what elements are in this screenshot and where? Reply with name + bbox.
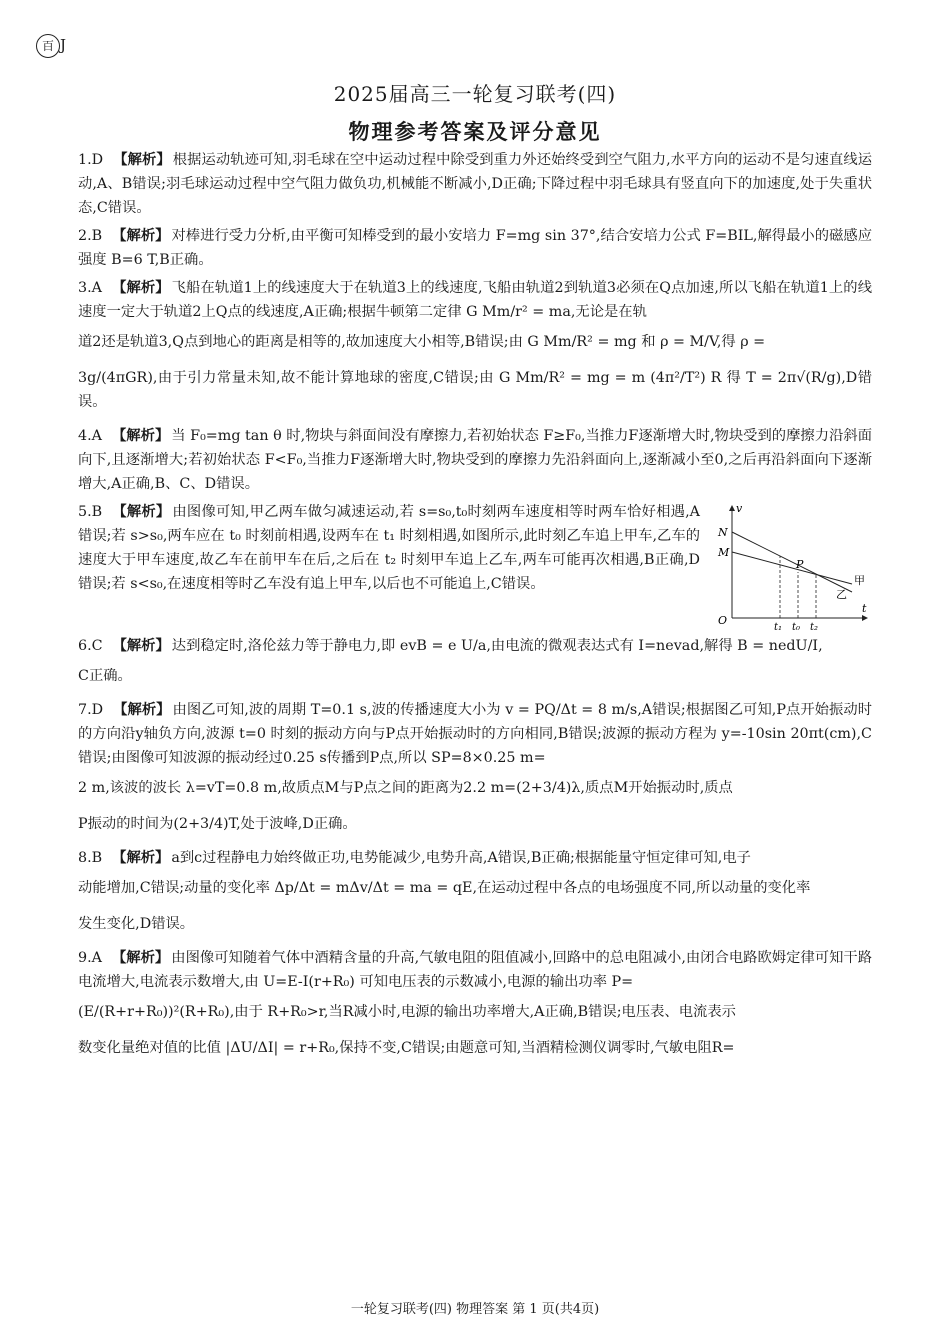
answer-formula-line: 动能增加,C错误;动量的变化率 Δp/Δt = mΔv/Δt = ma = qE,在运动过程中各点的电场强度不同,所以动量的变化率: [78, 880, 811, 896]
answer-text: a到c过程静电力始终做正功,电势能减少,电势升高,A错误,B正确;根据能量守恒定律可知,电子: [171, 850, 751, 866]
answer-3: [78, 276, 872, 420]
label-m: M: [718, 546, 730, 559]
page-subtitle: 物理参考答案及评分意见: [348, 120, 602, 144]
analysis-tag: 【解析】: [111, 280, 170, 296]
analysis-tag: 【解析】: [112, 850, 170, 866]
answer-6: [78, 634, 872, 694]
label-v: v: [736, 502, 743, 515]
answer-4: [78, 424, 872, 496]
answer-text: 由图像可知随着气体中酒精含量的升高,气敏电阻的阻值减小,回路中的总电阻减小,由闭合电路欧姆定律可知干路电流增大,电流表示数增大,由 U=E-I(r+R₀) 可知电压表的示数减小,电源的输出功率 P=: [78, 950, 872, 990]
answer-text: 由图像可知,甲乙两车做匀减速运动,若 s=s₀,t₀时刻两车速度相等时两车恰好相遇,A错误;若 s>s₀,两车应在 t₀ 时刻前相遇,设两车在 t₁ 时刻相遇,如图所示,此时刻乙车追上甲车,乙车的速度大于甲车速度,故乙车在前甲车在后,之后在 t₂ 时刻甲车追上乙车,两车可能再次相遇,B正确,D错误;若 s<s₀,在速度相等时乙车没有追上甲车,以后也不可能追上,C错误。: [78, 504, 701, 592]
label-o: O: [718, 614, 728, 627]
line-yi: [732, 532, 852, 592]
label-t: t: [862, 602, 867, 615]
answer-7: [78, 698, 872, 842]
answer-text: 对棒进行受力分析,由平衡可知棒受到的最小安培力 F=mg sin 37°,结合安培力公式 F=BIL,解得最小的磁感应强度 B=6 T,B正确。: [78, 228, 873, 268]
label-yi: 乙: [836, 588, 847, 601]
analysis-tag: 【解析】: [112, 504, 171, 520]
publisher-logo: 百: [36, 34, 60, 58]
answer-formula-line: 发生变化,D错误。: [78, 916, 195, 932]
answer-formula-line: (E/(R+r+R₀))²(R+R₀),由于 R+R₀>r,当R减小时,电源的输出功率增大,A正确,B错误;电压表、电流表示: [78, 1004, 736, 1020]
answer-1: [78, 148, 872, 220]
answer-number: 7.D: [78, 702, 104, 718]
label-t0: t₀: [792, 622, 801, 630]
answer-content: [78, 148, 872, 1070]
answer-number: 9.A: [78, 950, 102, 966]
answer-formula-line: 数变化量绝对值的比值 |ΔU/ΔI| = r+R₀,保持不变,C错误;由题意可知,当酒精检测仪调零时,气敏电阻R=: [78, 1040, 735, 1056]
answer-formula-line: 3g/(4πGR),由于引力常量未知,故不能计算地球的密度,C错误;由 G Mm/R² = mg = m (4π²/T²) R 得 T = 2π√(R/g),D错误。: [78, 370, 872, 410]
answer-5-text: [78, 500, 700, 596]
answer-5: [78, 500, 872, 630]
answer-text: 由图乙可知,波的周期 T=0.1 s,波的传播速度大小为 v = PQ/Δt = 8 m/s,A错误;根据图乙可知,P点开始振动时的方向沿y轴负方向,波源 t=0 时刻的振动方向与P点开始振动时的方向相同,B错误;波源的振动方程为 y=-10sin 20πt(cm),C错误;由图像可知波源的振动经过0.25 s传播到P点,所以 SP=8×0.25 m=: [78, 702, 873, 766]
label-t1: t₁: [774, 622, 783, 630]
line-jia: [732, 552, 852, 584]
analysis-tag: 【解析】: [111, 428, 170, 444]
vt-graph: [712, 500, 872, 630]
analysis-tag: 【解析】: [112, 228, 170, 244]
answer-number: 5.B: [78, 504, 103, 520]
answer-formula-line: 道2还是轨道3,Q点到地心的距离是相等的,故加速度大小相等,B错误;由 G Mm/R² = mg 和 ρ = M/V,得 ρ =: [78, 334, 766, 350]
answer-text: 根据运动轨迹可知,羽毛球在空中运动过程中除受到重力外还始终受到空气阻力,水平方向的运动不是匀速直线运动,A、B错误;羽毛球运动过程中空气阻力做负功,机械能不断减小,D正确;下降过程中羽毛球具有竖直向下的加速度,处于失重状态,C错误。: [78, 152, 872, 216]
analysis-tag: 【解析】: [113, 702, 171, 718]
answer-9: [78, 946, 872, 1066]
answer-number: 1.D: [78, 152, 104, 168]
answer-8: [78, 846, 872, 942]
page-footer: 一轮复习联考(四) 物理答案 第 1 页(共4页): [350, 1302, 600, 1317]
answer-number: 6.C: [78, 638, 103, 654]
label-n: N: [718, 526, 728, 539]
analysis-tag: 【解析】: [112, 638, 170, 654]
answer-2: [78, 224, 872, 272]
answer-number: 4.A: [78, 428, 102, 444]
label-jia: 甲: [854, 574, 865, 587]
page-title: 2025届高三一轮复习联考(四): [333, 82, 617, 106]
analysis-tag: 【解析】: [113, 152, 171, 168]
answer-formula-line: P振动的时间为(2+3/4)T,处于波峰,D正确。: [78, 816, 357, 832]
answer-formula-line: 2 m,该波的波长 λ=vT=0.8 m,故质点M与P点之间的距离为2.2 m=(2+3/4)λ,质点M开始振动时,质点: [78, 780, 733, 796]
answer-number: 3.A: [78, 280, 102, 296]
answer-number: 8.B: [78, 850, 103, 866]
answer-text: 飞船在轨道1上的线速度大于在轨道3上的线速度,飞船由轨道2到轨道3必须在Q点加速,所以飞船在轨道1上的线速度一定大于轨道2上Q点的线速度,A正确;根据牛顿第二定律 G Mm/r² = ma,无论是在轨: [78, 280, 872, 320]
label-t2: t₂: [810, 622, 819, 630]
publisher-logo-suffix: J: [60, 36, 67, 54]
answer-formula-line: C正确。: [78, 668, 132, 684]
answer-text: 当 F₀=mg tan θ 时,物块与斜面间没有摩擦力,若初始状态 F≥F₀,当推力F逐渐增大时,物块受到的摩擦力沿斜面向下,且逐渐增大;若初始状态 F<F₀,当推力F逐渐增大时,物块受到的摩擦力先沿斜面向上,逐渐减小至0,之后再沿斜面向下逐渐增大,A正确,B、C、D错误。: [78, 428, 872, 492]
analysis-tag: 【解析】: [111, 950, 170, 966]
label-p: P: [796, 558, 804, 571]
answer-number: 2.B: [78, 228, 103, 244]
answer-text: 达到稳定时,洛伦兹力等于静电力,即 evB = e U/a,由电流的微观表达式有 I=nevad,解得 B = nedU/I,: [171, 638, 823, 654]
